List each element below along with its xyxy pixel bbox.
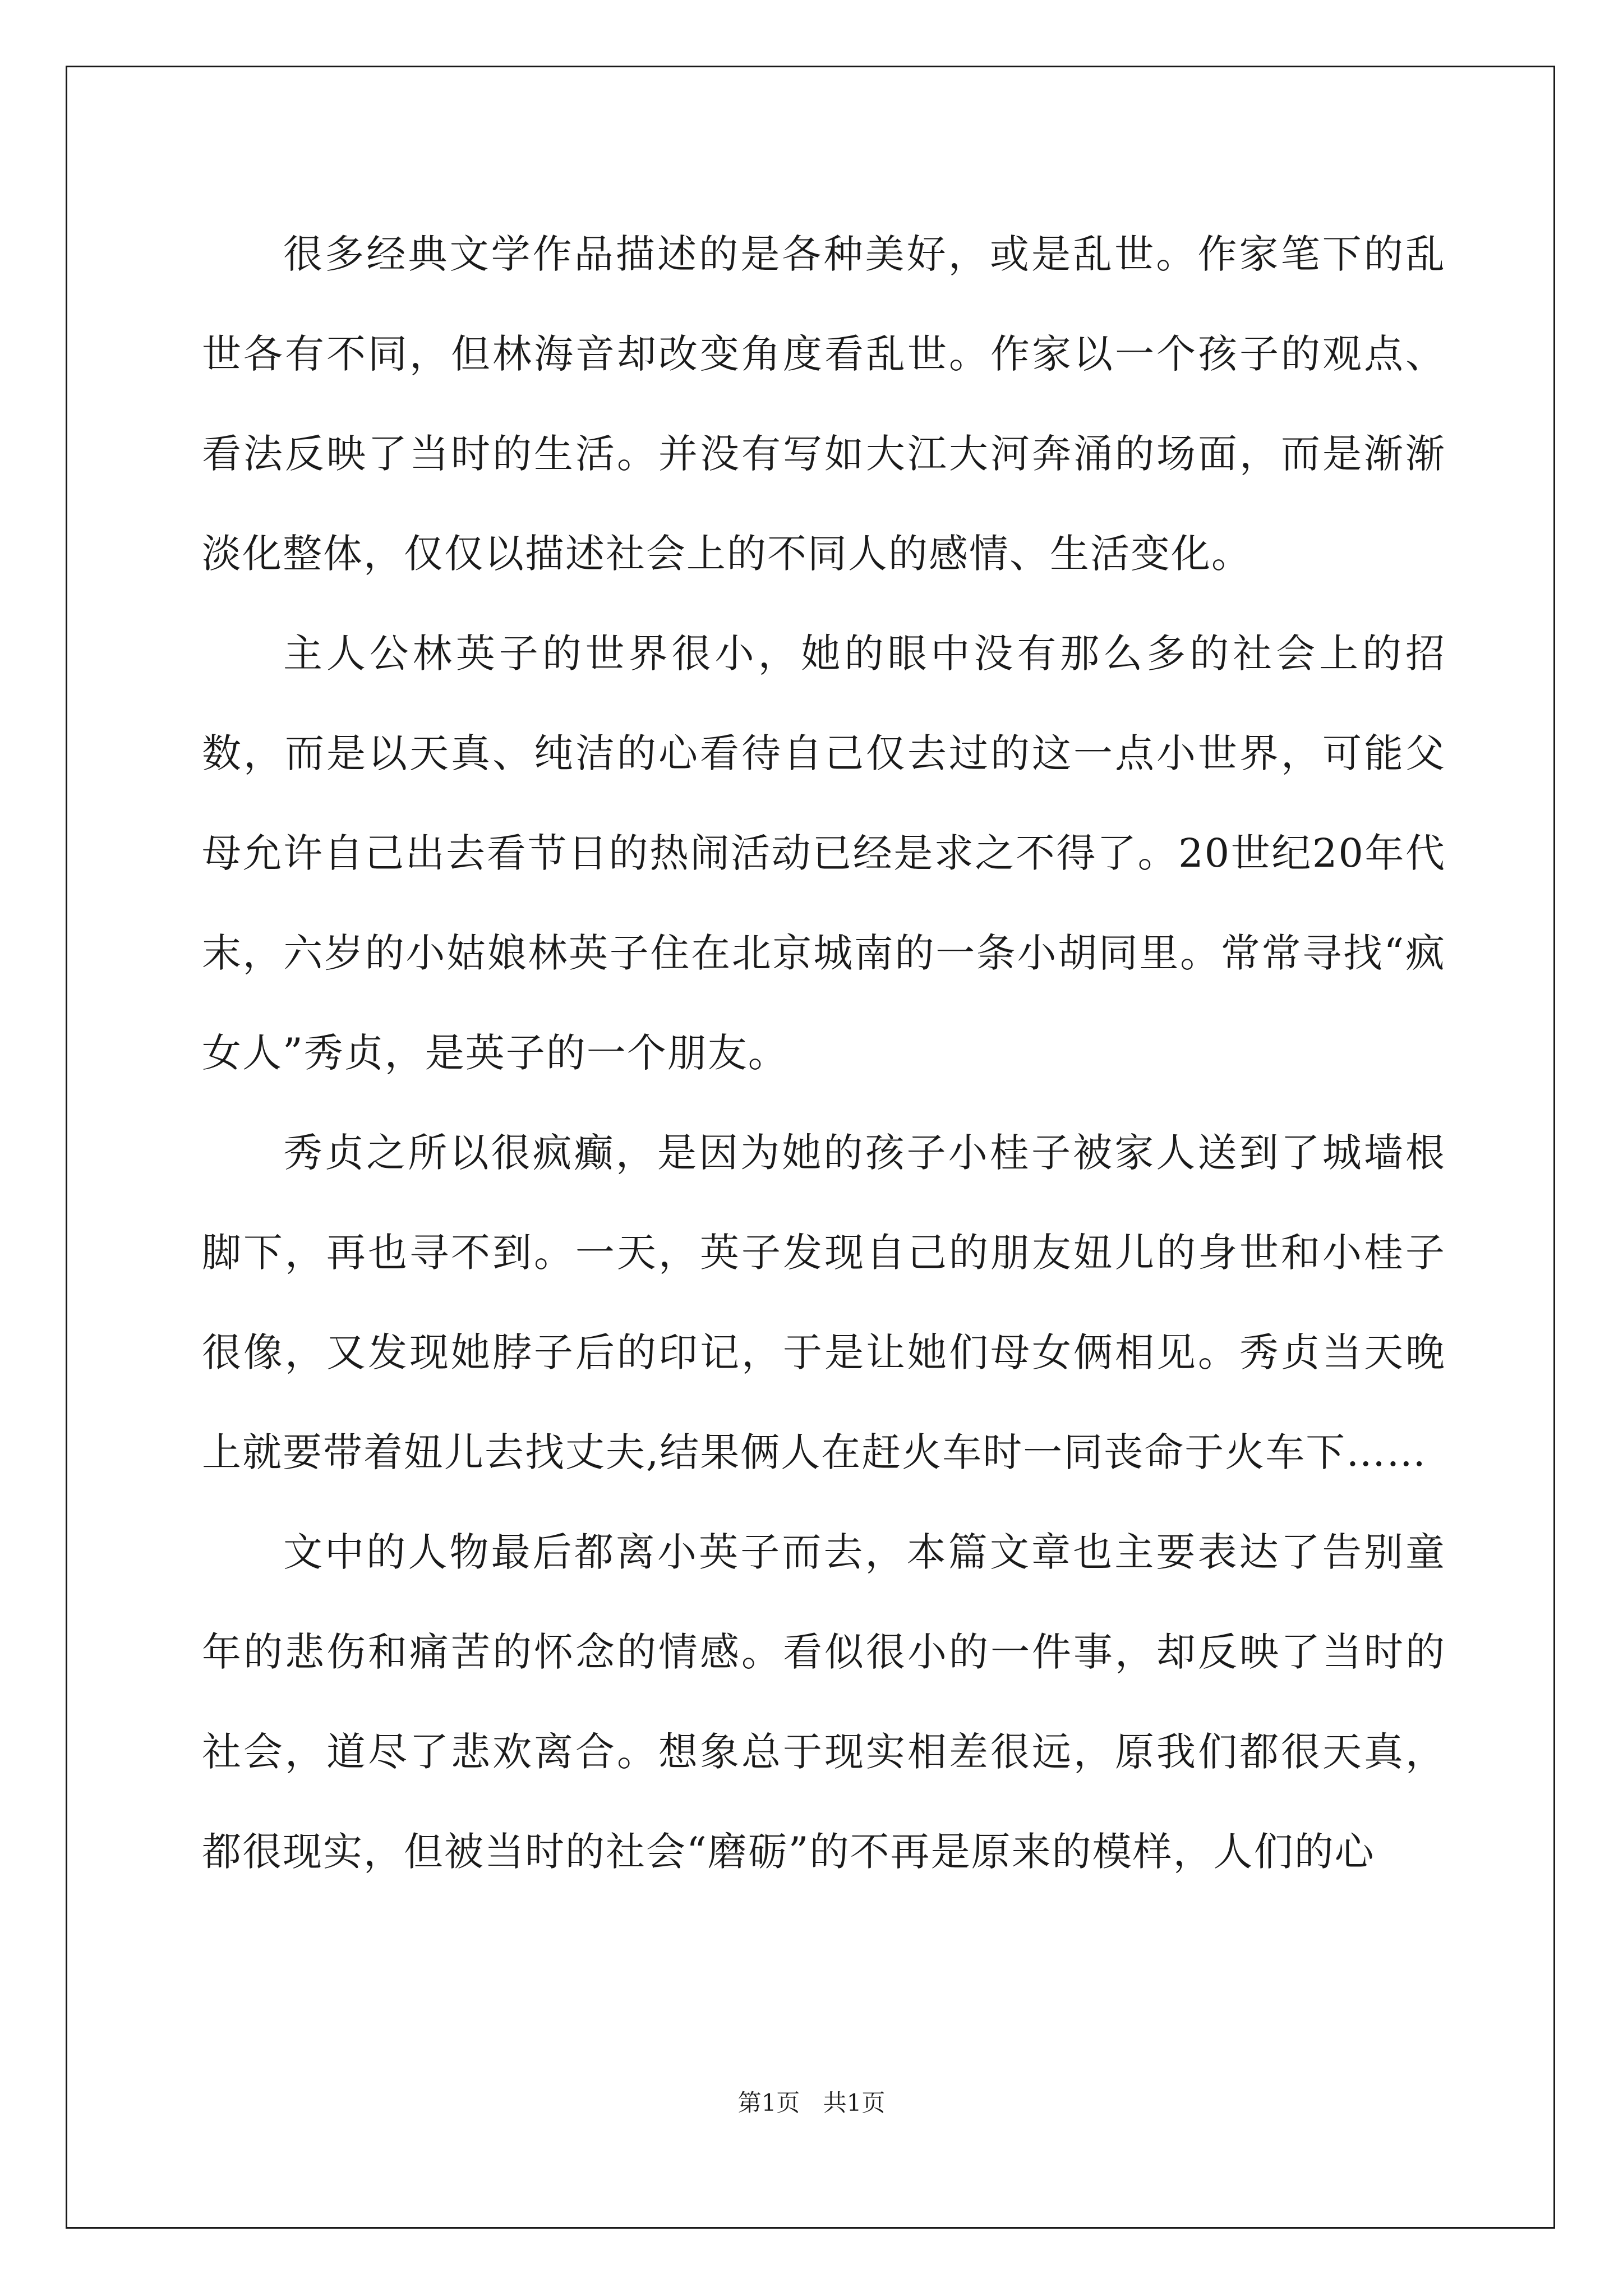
- paragraph: 秀贞之所以很疯癫，是因为她的孩子小桂子被家人送到了城墙根脚下，再也寻不到。一天，英子发现自己的朋友妞儿的身世和小桂子很像，又发现她脖子后的印记，于是让她们母女俩相见。秀贞当天晚上就要带着妞儿去找丈夫,结果俩人在赶火车时一同丧命于火车下……: [202, 1130, 1446, 1475]
- page-footer: [0, 2085, 1623, 2118]
- page-number-current: 第1页: [737, 2089, 800, 2116]
- paragraph: 很多经典文学作品描述的是各种美好，或是乱世。作家笔下的乱世各有不同，但林海音却改变角度看乱世。作家以一个孩子的观点、看法反映了当时的生活。并没有写如大江大河奔涌的场面，而是渐渐淡化整体，仅仅以描述社会上的不同人的感情、生活变化。: [202, 231, 1446, 577]
- paragraph: 主人公林英子的世界很小，她的眼中没有那么多的社会上的招数，而是以天真、纯洁的心看待自己仅去过的这一点小世界，可能父母允许自己出去看节日的热闹活动已经是求之不得了。20世纪20年代末，六岁的小姑娘林英子住在北京城南的一条小胡同里。常常寻找“疯女人”秀贞，是英子的一个朋友。: [202, 631, 1446, 1076]
- document-body: [202, 204, 1446, 1902]
- page-number-total: 共1页: [823, 2089, 886, 2116]
- paragraph: 文中的人物最后都离小英子而去，本篇文章也主要表达了告别童年的悲伤和痛苦的怀念的情感。看似很小的一件事，却反映了当时的社会，道尽了悲欢离合。想象总于现实相差很远，原我们都很天真，都很现实，但被当时的社会“磨砺”的不再是原来的模样，人们的心: [202, 1529, 1446, 1875]
